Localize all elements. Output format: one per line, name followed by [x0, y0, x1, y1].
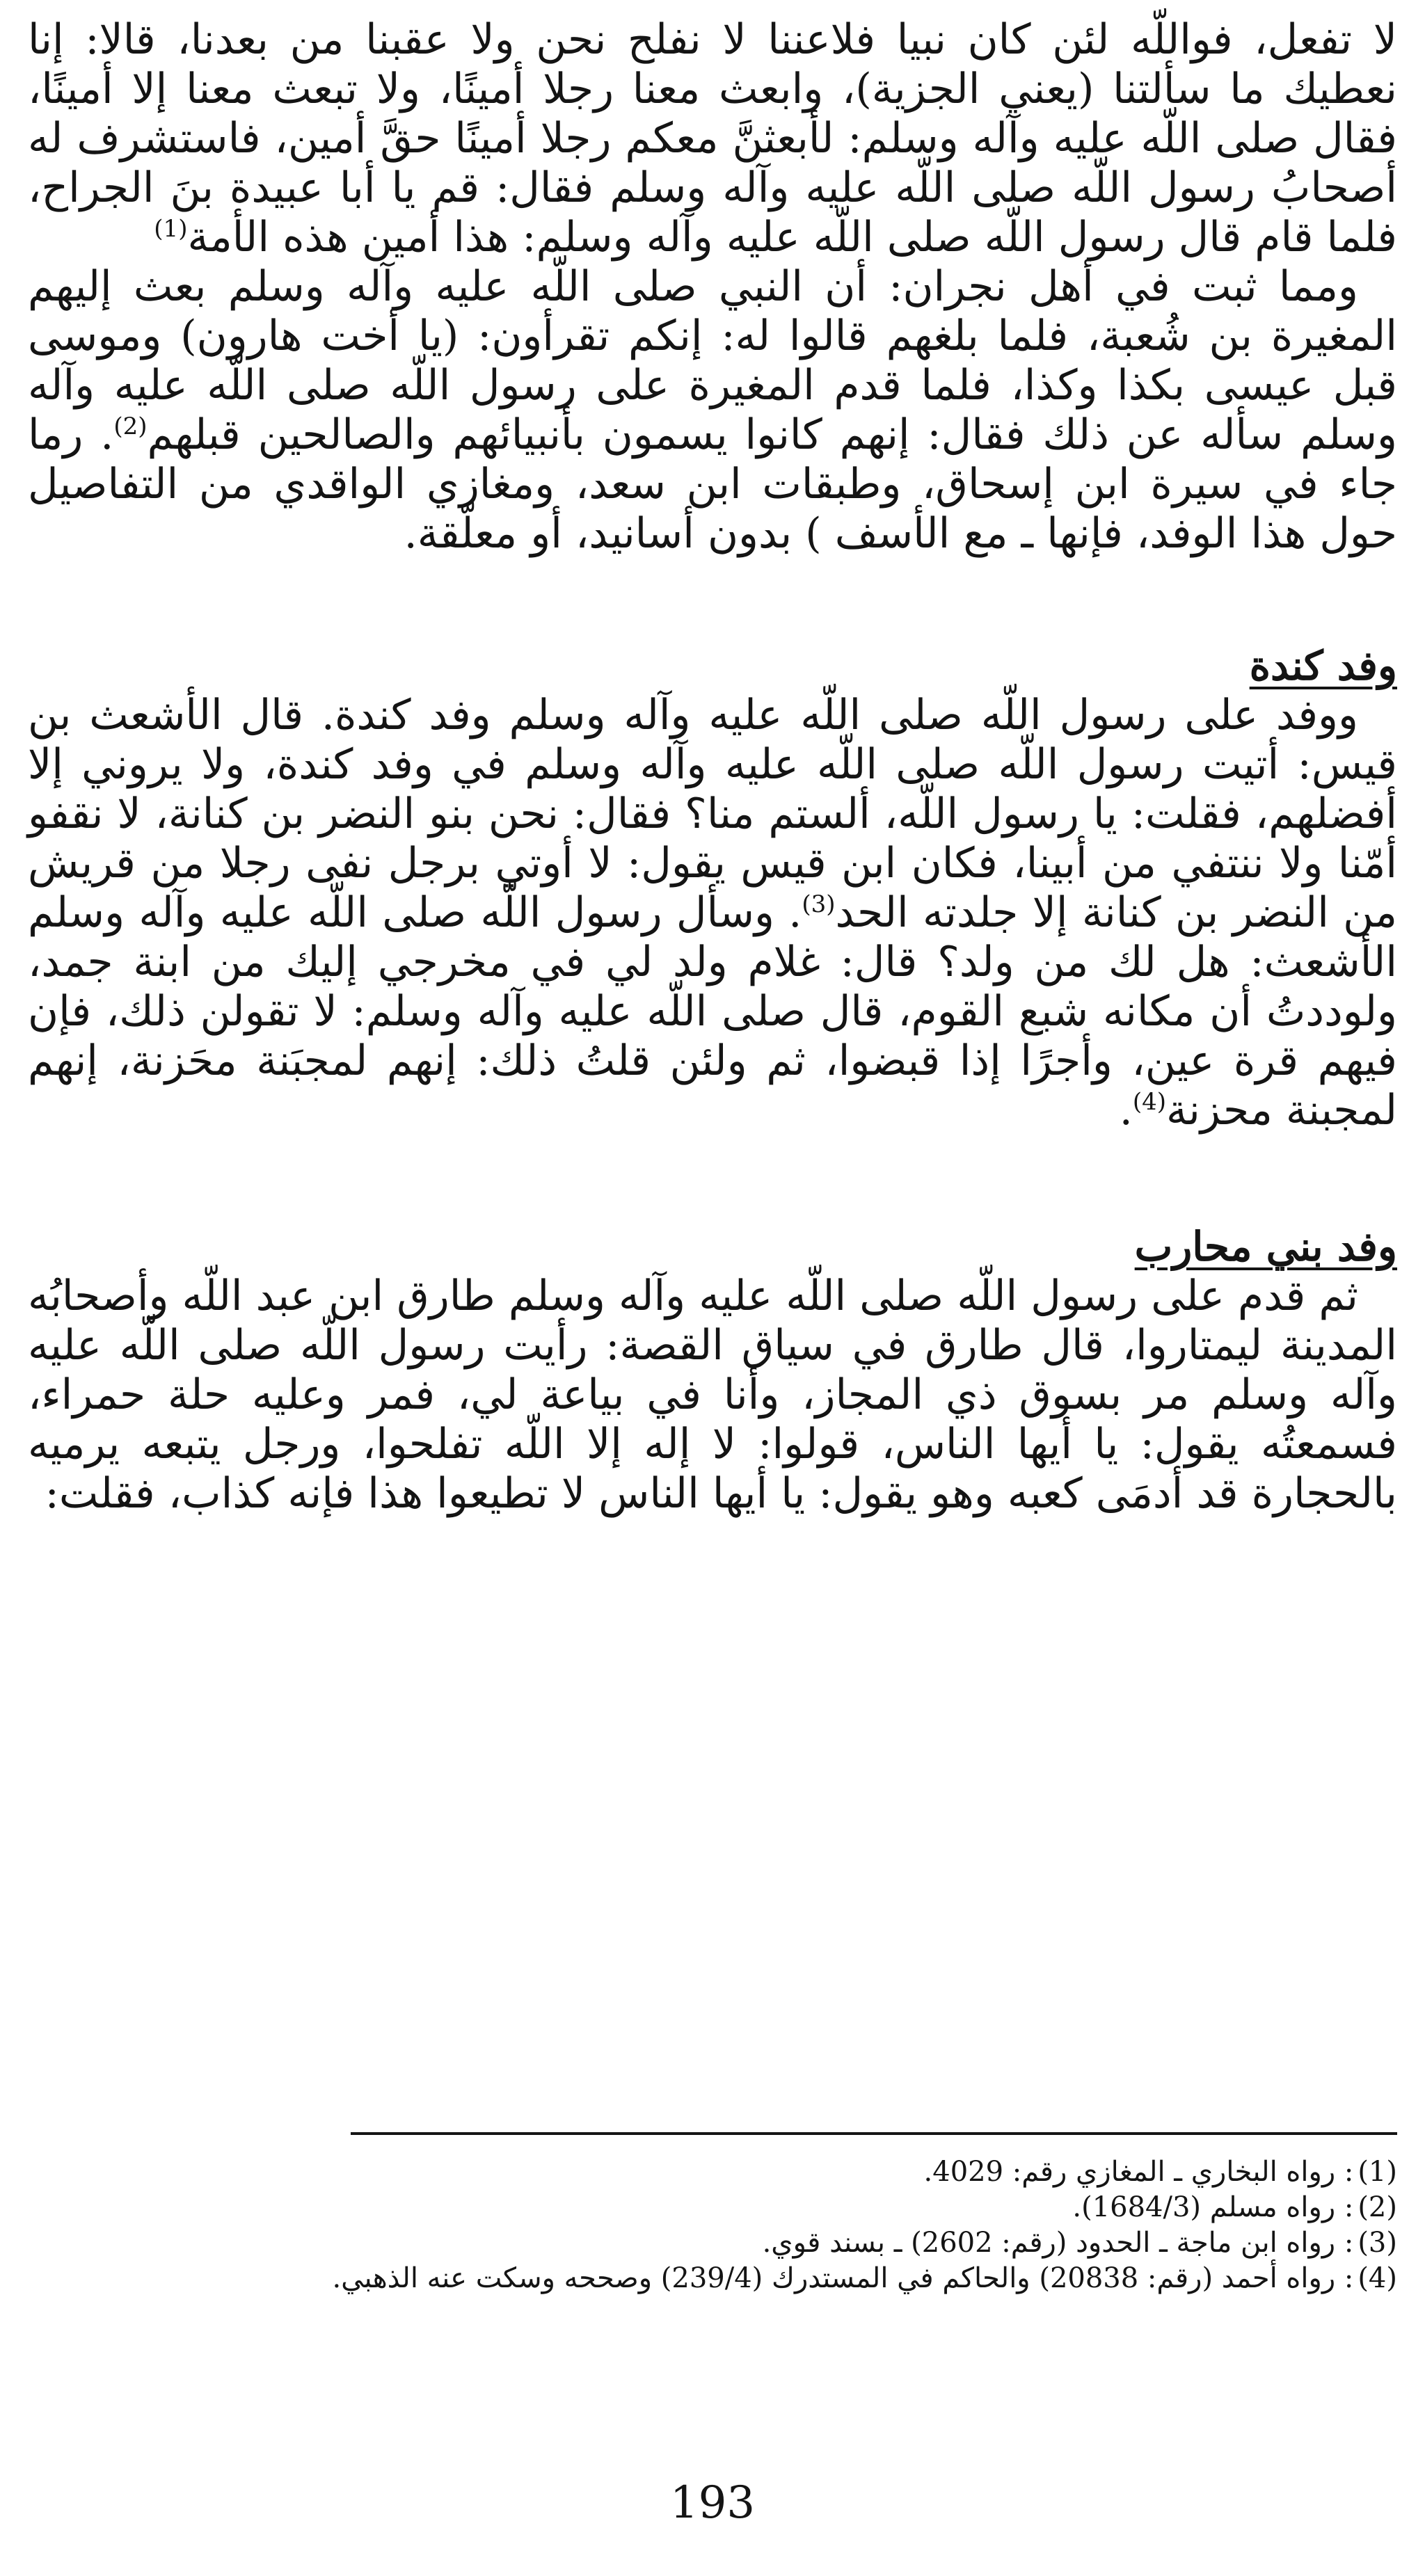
- paragraph-text: لا تفعل، فواللّه لئن كان نبيا فلاعننا لا نفلح نحن ولا عقبنا من بعدنا، قالا: إنا نعطيك ما سألتنا (يعني الجزية)، وابعث معنا رجلا أمينًا، ولا تبعث معنا إلا أمينًا، فقال صلى اللّه عليه وآله وسلم: لأبعثنَّ معكم رجلا أمينًا حقَّ أمين، فاستشرف له أصحابُ رسول اللّه صلى اللّه عليه وآله وسلم فقال: قم يا أبا عبيدة بنَ الجراح، فلما قام قال رسول اللّه صلى اللّه عليه وآله وسلم: هذا أمين هذه الأمة: [28, 15, 1397, 262]
- footnote-text: : رواه مسلم (1684/3).: [1072, 2191, 1354, 2223]
- footnote-4: [28, 2261, 1397, 2296]
- page-body: [28, 15, 1397, 1519]
- footnote-separator: [351, 2132, 1397, 2135]
- section-heading-kinda: وفد كندة: [1249, 642, 1397, 689]
- footnote-ref-4[interactable]: (4): [1132, 1088, 1166, 1116]
- page-number: 193: [669, 2477, 756, 2529]
- paragraph-bani-muharib: [28, 1272, 1397, 1519]
- footnote-text: : رواه البخاري ـ المغازي رقم: 4029.: [923, 2156, 1354, 2188]
- footnote-number: (2): [1358, 2191, 1397, 2223]
- paragraph-kinda: [28, 691, 1397, 1135]
- paragraph-tail: . رما جاء في سيرة ابن إسحاق، وطبقات ابن سعد، ومغازي الواقدي من التفاصيل حول هذا الوفد، فإنها ـ مع الأسف ) بدون أسانيد، أو معلّقة.: [28, 410, 1397, 558]
- footnote-number: (1): [1358, 2156, 1397, 2188]
- paragraph-text-continued: . وسأل رسول اللّه صلى اللّه عليه وآله وسلم الأشعث: هل لك من ولد؟ قال: غلام ولد لي في مخرجي إليك من ابنة جمد، ولوددتُ أن مكانه شبع القوم، قال صلى اللّه عليه وآله وسلم: لا تقولن ذلك، فإن فيهم قرة عين، وأجرًا إذا قبضوا، ثم ولئن قلتُ ذلك: إنهم لمجبَنة محَزنة، إنهم لمجبنة محزنة: [28, 888, 1397, 1135]
- footnote-text: : رواه ابن ماجة ـ الحدود (رقم: 2602) ـ بسند قوي.: [762, 2227, 1354, 2259]
- footnote-2: [28, 2190, 1397, 2225]
- footnotes: [28, 2154, 1397, 2296]
- footnote-number: (3): [1358, 2227, 1397, 2259]
- paragraph-najran-mughira: [28, 262, 1397, 559]
- footnote-ref-1[interactable]: (1): [154, 215, 188, 243]
- paragraph-tail: .: [1119, 1086, 1133, 1135]
- section-heading-bani-muharib: وفد بني محارب: [1134, 1223, 1397, 1270]
- footnote-text: : رواه أحمد (رقم: 20838) والحاكم في المستدرك (239/4) وصححه وسكت عنه الذهبي.: [332, 2262, 1354, 2294]
- paragraph-text: ووفد على رسول اللّه صلى اللّه عليه وآله وسلم وفد كندة. قال الأشعث بن قيس: أتيت رسول اللّه صلى اللّه عليه وآله وسلم في وفد كندة، ولا يروني إلا أفضلهم، فقلت: يا رسول اللّه، ألستم منا؟ فقال: نحن بنو النضر بن كنانة، لا نقفو أمّنا ولا ننتفي من أبينا، فكان ابن قيس يقول: لا أوتي برجل نفى رجلا من قريش من النضر بن كنانة إلا جلدته الحد: [28, 691, 1397, 937]
- paragraph-text: ومما ثبت في أهل نجران: أن النبي صلى اللّه عليه وآله وسلم بعث إليهم المغيرة بن شُعبة، فلما بلغهم قالوا له: إنكم تقرأون: (يا أخت هارون) وموسى قبل عيسى بكذا وكذا، فلما قدم المغيرة على رسول اللّه صلى اللّه عليه وآله وسلم سأله عن ذلك فقال: إنهم كانوا يسمون بأنبيائهم والصالحين قبلهم: [28, 262, 1397, 459]
- paragraph-najran-continued: [28, 15, 1397, 262]
- footnote-ref-3[interactable]: (3): [802, 890, 836, 918]
- paragraph-text: ثم قدم على رسول اللّه صلى اللّه عليه وآله وسلم طارق ابن عبد اللّه وأصحابُه المدينة ليمتاروا، قال طارق في سياق القصة: رأيت رسول اللّه صلى اللّه عليه وآله وسلم مر بسوق ذي المجاز، وأنا في بياعة لي، فمر وعليه حلة حمراء، فسمعتُه يقول: يا أيها الناس، قولوا: لا إله إلا اللّه تفلحوا، ورجل يتبعه يرميه بالحجارة قد أدمَى كعبه وهو يقول: يا أيها الناس لا تطيعوا هذا فإنه كذاب، فقلت:: [28, 1272, 1397, 1518]
- footnote-3: [28, 2225, 1397, 2261]
- footnote-number: (4): [1358, 2262, 1397, 2294]
- footnote-1: [28, 2154, 1397, 2190]
- footnote-ref-2[interactable]: (2): [113, 413, 148, 440]
